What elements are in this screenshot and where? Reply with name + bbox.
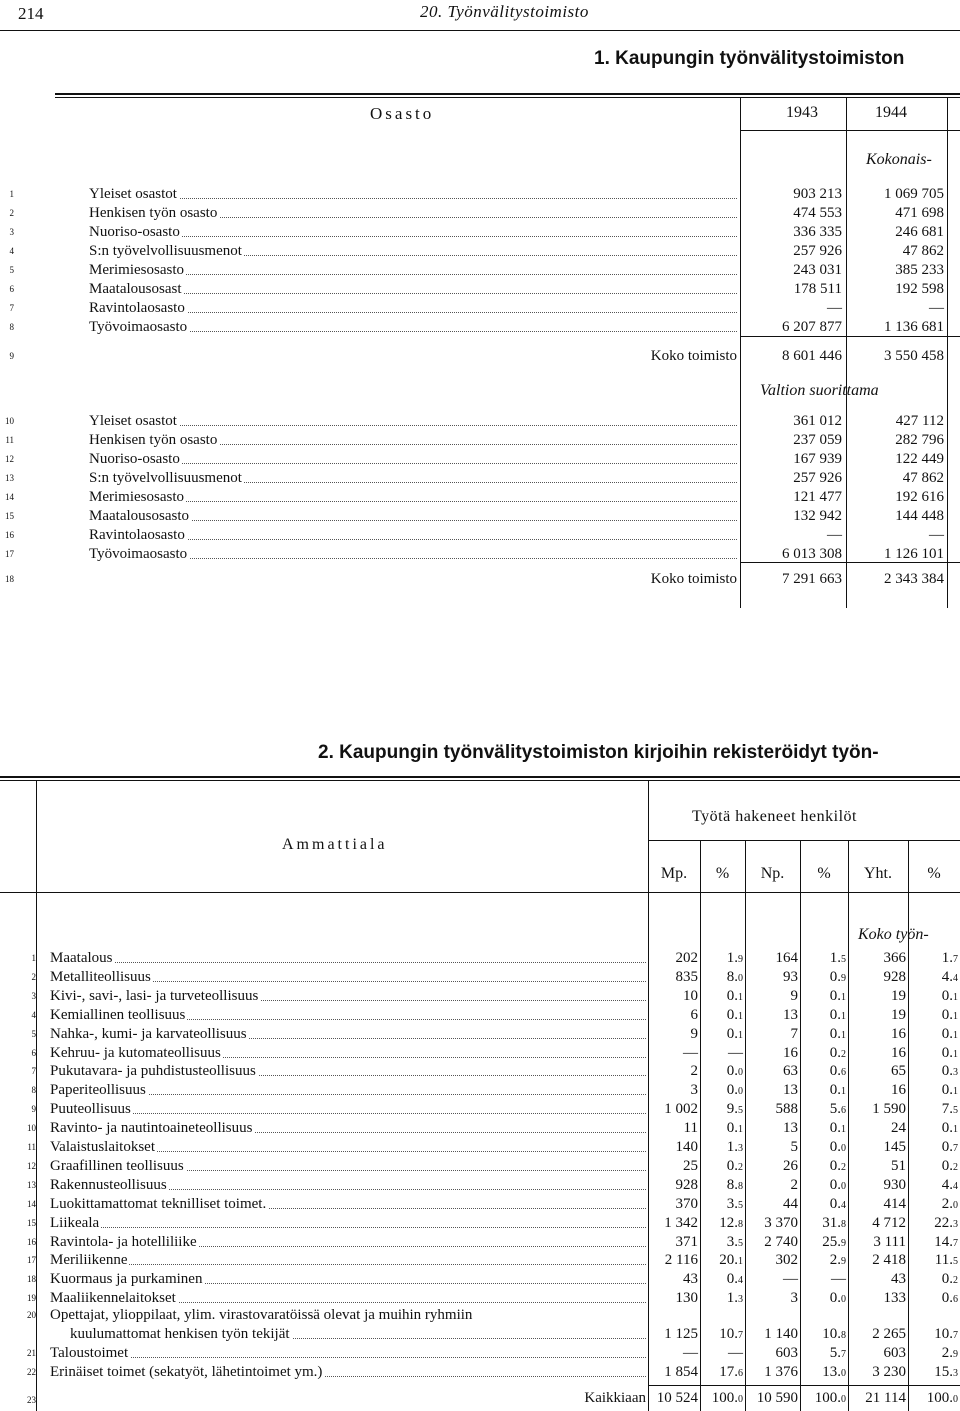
value-mp-pct: 0.4 xyxy=(726,1271,743,1288)
value-1944: 1 069 705 xyxy=(884,186,944,202)
table2-group-header: Työtä hakeneet henkilöt xyxy=(692,808,857,825)
value-np: 302 xyxy=(775,1252,798,1269)
row-label: Metalliteollisuus xyxy=(50,968,646,986)
value-np: 13 xyxy=(783,1120,798,1137)
value-1943: 121 477 xyxy=(793,489,842,505)
value-1944: 1 126 101 xyxy=(884,546,944,562)
value-np-pct: 0.1 xyxy=(829,1006,846,1023)
table1-title: 1. Kaupungin työnvälitystoimiston xyxy=(594,48,905,69)
col-1944-header: 1944 xyxy=(875,104,907,121)
value-yht-pct: 0.1 xyxy=(941,1044,958,1061)
value-mp: 928 xyxy=(675,1176,698,1193)
value-1944: 47 862 xyxy=(902,470,944,486)
row-number: 2 xyxy=(9,208,14,218)
table1-section-kokonais: Kokonais- xyxy=(866,151,932,168)
value-yht: 1 590 xyxy=(872,1101,906,1118)
row-label: Erinäiset toimet (sekatyöt, lähetintoimet ym.) xyxy=(50,1363,646,1381)
table1-top-rule xyxy=(55,93,960,95)
total-1943: 7 291 663 xyxy=(782,571,842,587)
value-mp: 11 xyxy=(683,1120,698,1137)
row-label: Valaistuslaitokset xyxy=(50,1138,646,1156)
value-mp: 9 xyxy=(690,1025,698,1042)
row-number: 13 xyxy=(27,1179,36,1190)
total-label: Koko toimisto xyxy=(650,348,737,364)
value-yht-pct: 2.9 xyxy=(941,1345,958,1361)
value-np-pct: 5.7 xyxy=(829,1345,846,1361)
value-yht: 43 xyxy=(891,1271,906,1288)
value-np: 2 xyxy=(790,1176,798,1193)
value-mp: 835 xyxy=(675,968,698,985)
value-1944: 282 796 xyxy=(895,432,944,448)
value-np: 2 740 xyxy=(764,1233,798,1250)
value-1944: 192 598 xyxy=(895,281,944,297)
value-yht-pct: 15.3 xyxy=(934,1363,958,1380)
value-mp-pct: 10.7 xyxy=(719,1326,743,1342)
value-yht-pct: 0.3 xyxy=(941,1063,958,1080)
total-rule xyxy=(648,1385,960,1386)
value-np-pct: 0.1 xyxy=(829,1082,846,1099)
value-yht: 414 xyxy=(883,1195,906,1212)
value-np-pct: 2.9 xyxy=(829,1252,846,1269)
value-np: 3 xyxy=(790,1290,798,1307)
value-np: 13 xyxy=(783,1006,798,1023)
value-yht: 65 xyxy=(891,1063,906,1080)
table1-vline-3 xyxy=(947,98,948,608)
total-np-pct: 100.0 xyxy=(814,1390,846,1406)
row-label: Ravinto- ja nautintoaineteollisuus xyxy=(50,1119,646,1137)
value-yht-pct: 22.3 xyxy=(934,1214,958,1231)
value-yht-pct: 0.2 xyxy=(941,1157,958,1174)
row-label: Henkisen työn osasto xyxy=(89,204,737,222)
col-header: Mp. xyxy=(660,865,688,882)
row-number: 4 xyxy=(31,1009,36,1020)
row-number: 1 xyxy=(31,953,36,963)
value-mp-pct: 0.1 xyxy=(726,987,743,1004)
row-label: Kivi-, savi-, lasi- ja turveteollisuus xyxy=(50,987,646,1005)
value-mp: 25 xyxy=(683,1157,698,1174)
value-yht-pct: 0.1 xyxy=(941,1120,958,1137)
total-label: Kaikkiaan xyxy=(584,1390,646,1406)
running-header: 20. Työnvälitystoimisto xyxy=(420,2,589,21)
value-mp-pct: 0.2 xyxy=(726,1157,743,1174)
value-np-pct: 0.1 xyxy=(829,987,846,1004)
col-header: % xyxy=(927,865,941,882)
table2-header-rule xyxy=(0,892,960,893)
value-yht-pct: 0.6 xyxy=(941,1290,958,1307)
value-1944: 1 136 681 xyxy=(884,319,944,335)
row-number: 22 xyxy=(27,1366,36,1377)
value-np-pct: 25.9 xyxy=(822,1233,846,1250)
row-label: Ravintola- ja hotelliliike xyxy=(50,1233,646,1251)
row-label: Luokittamattomat teknilliset toimet. xyxy=(50,1195,646,1213)
row-number: 5 xyxy=(9,265,14,275)
value-np-pct: 0.9 xyxy=(829,968,846,985)
row-label: Kehruu- ja kutomateollisuus xyxy=(50,1044,646,1062)
value-mp-pct: 1.9 xyxy=(726,950,743,966)
value-mp-pct: 1.3 xyxy=(726,1290,743,1307)
value-1944: 144 448 xyxy=(895,508,944,524)
value-mp: 130 xyxy=(675,1290,698,1307)
table2-section-koko: Koko työn- xyxy=(858,926,929,943)
value-1944: — xyxy=(929,527,944,543)
col-1943-header: 1943 xyxy=(786,104,818,121)
value-np: 164 xyxy=(775,950,798,966)
value-mp-pct: 8.8 xyxy=(726,1176,743,1193)
value-yht: 366 xyxy=(883,950,906,966)
row-number: 12 xyxy=(27,1160,36,1171)
row-label: Paperiteollisuus xyxy=(50,1081,646,1099)
row-label: Yleiset osastot xyxy=(89,185,737,203)
row-label: Merimiesosasto xyxy=(89,488,737,506)
value-yht: 3 230 xyxy=(872,1363,906,1380)
value-np-pct: 0.0 xyxy=(829,1176,846,1193)
row-number: 16 xyxy=(5,530,14,540)
value-mp-pct: 8.0 xyxy=(726,968,743,985)
row-label: Liikeala xyxy=(50,1214,646,1232)
value-mp-pct: 0.1 xyxy=(726,1006,743,1023)
row-number: 7 xyxy=(31,1066,36,1077)
value-np: 7 xyxy=(790,1025,798,1042)
value-np: 1 376 xyxy=(764,1363,798,1380)
value-yht: 19 xyxy=(891,987,906,1004)
row-number: 11 xyxy=(5,435,14,445)
row-label: Työvoimaosasto xyxy=(89,545,737,563)
value-yht: 930 xyxy=(883,1176,906,1193)
table2-top-rule xyxy=(0,776,960,778)
value-mp: — xyxy=(683,1044,698,1061)
value-mp-pct: 0.1 xyxy=(726,1120,743,1137)
row-label: Graafillinen teollisuus xyxy=(50,1157,646,1175)
value-1943: 132 942 xyxy=(793,508,842,524)
total-np: 10 590 xyxy=(756,1390,798,1406)
row-number: 14 xyxy=(27,1198,36,1209)
col-header: Yht. xyxy=(864,865,892,882)
row-number: 17 xyxy=(5,549,14,559)
value-mp: 1 342 xyxy=(664,1214,698,1231)
value-mp-pct: 20.1 xyxy=(719,1252,743,1269)
row-number: 9 xyxy=(31,1104,36,1115)
row-label: Nuoriso-osasto xyxy=(89,223,737,241)
row-label: S:n työvelvollisuusmenot xyxy=(89,469,737,487)
value-yht-pct: 7.5 xyxy=(941,1101,958,1118)
total-mp: 10 524 xyxy=(656,1390,698,1406)
row-label: Kemiallinen teollisuus xyxy=(50,1006,646,1024)
value-np-pct: 0.0 xyxy=(829,1139,846,1155)
value-mp: 43 xyxy=(683,1271,698,1288)
row-label: Ravintolaosasto xyxy=(89,299,737,317)
value-mp: — xyxy=(683,1345,698,1361)
value-1943: 474 553 xyxy=(793,205,842,221)
value-np-pct: 0.2 xyxy=(829,1044,846,1061)
value-mp-pct: 3.5 xyxy=(726,1195,743,1212)
value-mp: 371 xyxy=(675,1233,698,1250)
value-mp: 1 854 xyxy=(664,1363,698,1380)
row-number: 7 xyxy=(9,303,14,313)
col-header: % xyxy=(715,865,730,882)
value-np-pct: 0.2 xyxy=(829,1157,846,1174)
value-np-pct: — xyxy=(831,1271,846,1288)
value-yht: 4 712 xyxy=(872,1214,906,1231)
row-number: 5 xyxy=(31,1028,36,1039)
value-yht-pct: 0.1 xyxy=(941,1025,958,1042)
value-1944: 192 616 xyxy=(895,489,944,505)
row-number: 8 xyxy=(9,322,14,332)
value-yht-pct: 1.7 xyxy=(941,950,958,966)
value-mp-pct: 17.6 xyxy=(719,1363,743,1380)
value-1944: — xyxy=(929,300,944,316)
row-number: 8 xyxy=(31,1085,36,1096)
row-label: Meriliikenne xyxy=(50,1251,646,1269)
value-np: 63 xyxy=(783,1063,798,1080)
row-label: Maatalousosast xyxy=(89,280,737,298)
value-yht-pct: 14.7 xyxy=(934,1233,958,1250)
value-1943: 361 012 xyxy=(793,413,842,429)
value-mp: 6 xyxy=(690,1006,698,1023)
total-yht-pct: 100.0 xyxy=(926,1390,958,1406)
value-np: 44 xyxy=(783,1195,798,1212)
row-number: 6 xyxy=(9,284,14,294)
value-1943: 257 926 xyxy=(793,243,842,259)
value-np: 3 370 xyxy=(764,1214,798,1231)
value-yht: 3 111 xyxy=(873,1233,906,1250)
value-yht: 16 xyxy=(891,1044,906,1061)
row-number: 3 xyxy=(9,227,14,237)
value-np: — xyxy=(783,1271,798,1288)
value-np: 93 xyxy=(783,968,798,985)
value-1943: 6 013 308 xyxy=(782,546,842,562)
header-rule xyxy=(0,30,960,31)
value-yht-pct: 10.7 xyxy=(934,1326,958,1342)
row-number: 12 xyxy=(5,454,14,464)
value-mp-pct: 0.1 xyxy=(726,1025,743,1042)
row-number: 16 xyxy=(27,1236,36,1247)
row-label: Ravintolaosasto xyxy=(89,526,737,544)
value-yht-pct: 0.7 xyxy=(941,1139,958,1155)
value-1944: 246 681 xyxy=(895,224,944,240)
value-yht: 133 xyxy=(883,1290,906,1307)
value-1943: 903 213 xyxy=(793,186,842,202)
value-mp-pct: — xyxy=(728,1044,743,1061)
value-mp: 370 xyxy=(675,1195,698,1212)
row-label: Rakennusteollisuus xyxy=(50,1176,646,1194)
row-label: Kuormaus ja purkaminen xyxy=(50,1270,646,1288)
value-1944: 385 233 xyxy=(895,262,944,278)
row-number: 20 xyxy=(27,1310,36,1320)
row-label: Yleiset osastot xyxy=(89,412,737,430)
value-yht: 603 xyxy=(883,1345,906,1361)
row-label: Opettajat, ylioppilaat, ylim. virastovaratöissä olevat ja muihin ryhmiin xyxy=(50,1307,473,1323)
value-yht-pct: 0.1 xyxy=(941,987,958,1004)
total-rule xyxy=(740,562,960,563)
row-label: Nahka-, kumi- ja karvateollisuus xyxy=(50,1025,646,1043)
value-yht-pct: 0.1 xyxy=(941,1006,958,1023)
total-yht: 21 114 xyxy=(865,1390,906,1406)
row-number: 15 xyxy=(27,1217,36,1228)
row-label: Maatalousosasto xyxy=(89,507,737,525)
col-header: Np. xyxy=(760,865,785,882)
value-np-pct: 1.5 xyxy=(829,950,846,966)
value-np: 26 xyxy=(783,1157,798,1174)
value-1944: 47 862 xyxy=(902,243,944,259)
col-osasto-header: Osasto xyxy=(370,104,435,123)
value-yht: 145 xyxy=(883,1139,906,1155)
row-label: kuulumattomat henkisen työn tekijät xyxy=(70,1325,646,1343)
value-np: 9 xyxy=(790,987,798,1004)
row-label: Merimiesosasto xyxy=(89,261,737,279)
value-np-pct: 0.0 xyxy=(829,1290,846,1307)
value-yht: 928 xyxy=(883,968,906,985)
row-number: 23 xyxy=(27,1395,36,1405)
row-number: 2 xyxy=(31,971,36,982)
value-mp-pct: 1.3 xyxy=(726,1139,743,1155)
value-np-pct: 13.0 xyxy=(822,1363,846,1380)
value-np-pct: 0.1 xyxy=(829,1120,846,1137)
value-np: 603 xyxy=(775,1345,798,1361)
table2-title: 2. Kaupungin työnvälitystoimiston kirjoihin rekisteröidyt työn- xyxy=(318,742,879,763)
value-mp-pct: 0.0 xyxy=(726,1063,743,1080)
value-mp-pct: 12.8 xyxy=(719,1214,743,1231)
value-np: 588 xyxy=(775,1101,798,1118)
value-yht-pct: 4.4 xyxy=(941,1176,958,1193)
value-1943: 6 207 877 xyxy=(782,319,842,335)
value-1943: — xyxy=(827,527,842,543)
col-header: % xyxy=(817,865,831,882)
value-mp-pct: 0.0 xyxy=(726,1082,743,1099)
value-yht: 24 xyxy=(891,1120,906,1137)
row-number: 15 xyxy=(5,511,14,521)
value-yht-pct: 2.0 xyxy=(941,1195,958,1212)
row-number: 14 xyxy=(5,492,14,502)
page-number: 214 xyxy=(18,4,44,23)
value-yht-pct: 11.5 xyxy=(934,1252,958,1269)
value-yht: 19 xyxy=(891,1006,906,1023)
value-np: 1 140 xyxy=(764,1326,798,1342)
row-number: 10 xyxy=(27,1123,36,1134)
row-number: 13 xyxy=(5,473,14,483)
value-np-pct: 10.8 xyxy=(822,1326,846,1342)
total-1944: 2 343 384 xyxy=(884,571,944,587)
value-yht-pct: 0.2 xyxy=(941,1271,958,1288)
value-1944: 427 112 xyxy=(895,413,944,429)
value-np-pct: 5.6 xyxy=(829,1101,846,1118)
value-np: 5 xyxy=(790,1139,798,1155)
row-label: Työvoimaosasto xyxy=(89,318,737,336)
table1-header-rule xyxy=(740,130,960,131)
value-1943: 336 335 xyxy=(793,224,842,240)
value-1943: 243 031 xyxy=(793,262,842,278)
value-yht: 16 xyxy=(891,1082,906,1099)
table1-vline-2 xyxy=(846,98,847,608)
row-number: 3 xyxy=(31,990,36,1001)
value-mp-pct: 3.5 xyxy=(726,1233,743,1250)
value-np: 13 xyxy=(783,1082,798,1099)
row-number: 19 xyxy=(27,1293,36,1304)
value-1944: 471 698 xyxy=(895,205,944,221)
value-1943: 257 926 xyxy=(793,470,842,486)
value-np-pct: 0.1 xyxy=(829,1025,846,1042)
value-mp: 3 xyxy=(690,1082,698,1099)
row-label: Henkisen työn osasto xyxy=(89,431,737,449)
row-label: S:n työvelvollisuusmenot xyxy=(89,242,737,260)
total-1944: 3 550 458 xyxy=(884,348,944,364)
table2-vline-0 xyxy=(36,781,37,1411)
row-number: 11 xyxy=(27,1142,36,1152)
row-label: Pukutavara- ja puhdistusteollisuus xyxy=(50,1062,646,1080)
value-mp: 2 116 xyxy=(664,1252,698,1269)
value-yht: 2 265 xyxy=(872,1326,906,1342)
row-number: 17 xyxy=(27,1255,36,1266)
total-1943: 8 601 446 xyxy=(782,348,842,364)
table1-vline-1 xyxy=(740,98,741,608)
value-mp-pct: 9.5 xyxy=(726,1101,743,1118)
row-number: 1 xyxy=(9,189,14,199)
row-label: Taloustoimet xyxy=(50,1344,646,1362)
row-number: 4 xyxy=(9,246,14,256)
total-rule xyxy=(740,336,960,337)
row-number: 6 xyxy=(31,1047,36,1058)
value-np-pct: 31.8 xyxy=(822,1214,846,1231)
value-mp: 202 xyxy=(675,950,698,966)
value-1944: 122 449 xyxy=(895,451,944,467)
value-yht: 16 xyxy=(891,1025,906,1042)
value-yht: 51 xyxy=(891,1157,906,1174)
value-yht-pct: 4.4 xyxy=(941,968,958,985)
value-1943: 167 939 xyxy=(793,451,842,467)
row-number: 18 xyxy=(5,574,14,584)
row-number: 10 xyxy=(5,416,14,426)
value-mp: 140 xyxy=(675,1139,698,1155)
value-mp: 10 xyxy=(683,987,698,1004)
col-ammattiala-header: Ammattiala xyxy=(282,836,388,853)
row-number: 21 xyxy=(27,1348,36,1358)
value-mp: 2 xyxy=(690,1063,698,1080)
value-yht-pct: 0.1 xyxy=(941,1082,958,1099)
row-label: Maaliikennelaitokset xyxy=(50,1289,646,1307)
row-label: Puuteollisuus xyxy=(50,1100,646,1118)
total-label: Koko toimisto xyxy=(650,571,737,587)
value-yht: 2 418 xyxy=(872,1252,906,1269)
value-mp-pct: — xyxy=(728,1345,743,1361)
value-mp: 1 002 xyxy=(664,1101,698,1118)
value-mp: 1 125 xyxy=(664,1326,698,1342)
row-number: 18 xyxy=(27,1274,36,1285)
value-1943: — xyxy=(827,300,842,316)
row-number: 9 xyxy=(9,351,14,361)
value-1943: 178 511 xyxy=(793,281,842,297)
row-label: Nuoriso-osasto xyxy=(89,450,737,468)
value-np: 16 xyxy=(783,1044,798,1061)
total-mp-pct: 100.0 xyxy=(711,1390,743,1406)
row-label: Maatalous xyxy=(50,949,646,967)
value-np-pct: 0.4 xyxy=(829,1195,846,1212)
value-1943: 237 059 xyxy=(793,432,842,448)
table1-section-valtion: Valtion suorittama xyxy=(760,382,879,399)
value-np-pct: 0.6 xyxy=(829,1063,846,1080)
